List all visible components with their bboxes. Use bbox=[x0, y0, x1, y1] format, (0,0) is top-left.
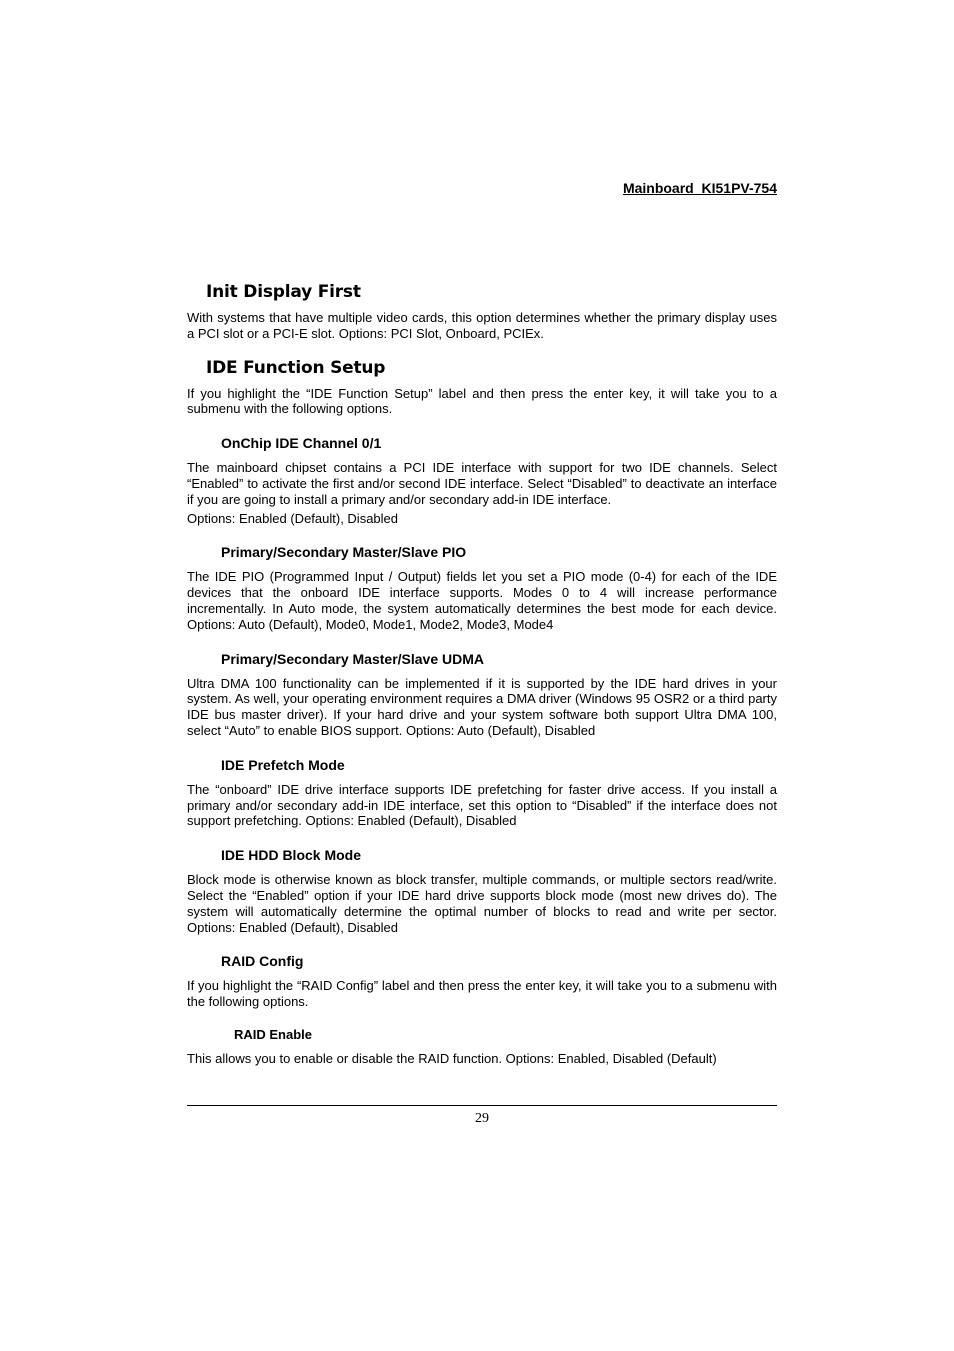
paragraph-ide-prefetch-mode: The “onboard” IDE drive interface supports IDE prefetching for faster drive access. If you install a primary and/or secondary add-in IDE interface, set this option to “Disabled” if the interface does not support prefetching. Options: Enabled (Default), Disabled bbox=[187, 781, 777, 829]
heading-master-slave-udma: Primary/Secondary Master/Slave UDMA bbox=[221, 650, 484, 667]
paragraph-ide-function-setup: If you highlight the “IDE Function Setup” label and then press the enter key, it will take you to a submenu with the following options. bbox=[187, 385, 777, 417]
paragraph-ide-hdd-block-mode: Block mode is otherwise known as block transfer, multiple commands, or multiple sectors read/write. Select the “Enabled” option if your IDE hard drive supports block mode (most new drives do). The system will automatically determine the optimal number of blocks to read and write per sector. Options: Enabled (Default), Disabled bbox=[187, 872, 777, 935]
heading-ide-prefetch-mode: IDE Prefetch Mode bbox=[221, 756, 345, 773]
paragraph-onchip-ide-channel: The mainboard chipset contains a PCI IDE interface with support for two IDE channels. Select “Enabled” to activate the first and/or second IDE interface. Select “Disabled” to deactivate an interface if you are going to install a primary and/or secondary add-in IDE interface. bbox=[187, 460, 777, 507]
document-body bbox=[187, 280, 777, 1067]
heading-ide-hdd-block-mode: IDE HDD Block Mode bbox=[221, 847, 362, 864]
heading-init-display-first: Init Display First bbox=[206, 282, 361, 302]
paragraph-raid-enable: This allows you to enable or disable the RAID function. Options: Enabled, Disabled (Default) bbox=[187, 1050, 717, 1066]
paragraph-init-display-first: With systems that have multiple video cards, this option determines whether the primary display uses a PCI slot or a PCI-E slot. Options: PCI Slot, Onboard, PCIEx. bbox=[187, 310, 777, 341]
paragraph-raid-config: If you highlight the “RAID Config” label and then press the enter key, it will take you to a submenu with the following options. bbox=[187, 978, 777, 1010]
paragraph-onchip-ide-options: Options: Enabled (Default), Disabled bbox=[187, 510, 399, 526]
heading-raid-config: RAID Config bbox=[221, 953, 304, 970]
footer-divider bbox=[187, 1105, 777, 1106]
heading-master-slave-pio: Primary/Secondary Master/Slave PIO bbox=[221, 544, 467, 561]
paragraph-master-slave-pio: The IDE PIO (Programmed Input / Output) fields let you set a PIO mode (0-4) for each of the IDE devices that the onboard IDE interface supports. Modes 0 to 4 will increase performance incrementally. In Auto mode, the system automatically determines the best mode for each device. Options: Auto (Default), Mode0, Mode1, Mode2, Mode3, Mode4 bbox=[187, 569, 777, 632]
page-number: 29 bbox=[475, 1111, 489, 1126]
paragraph-master-slave-udma: Ultra DMA 100 functionality can be implemented if it is supported by the IDE hard drives in your system. As well, your operating environment requires a DMA driver (Windows 95 OSR2 or a third party IDE bus master driver). If your hard drive and your system software both support Ultra DMA 100, select “Auto” to enable BIOS support. Options: Auto (Default), Disabled bbox=[187, 675, 777, 738]
page-header-title: Mainboard KI51PV-754 bbox=[622, 180, 777, 196]
heading-raid-enable: RAID Enable bbox=[234, 1026, 313, 1042]
heading-onchip-ide-channel: OnChip IDE Channel 0/1 bbox=[221, 435, 382, 452]
heading-ide-function-setup: IDE Function Setup bbox=[206, 357, 386, 378]
